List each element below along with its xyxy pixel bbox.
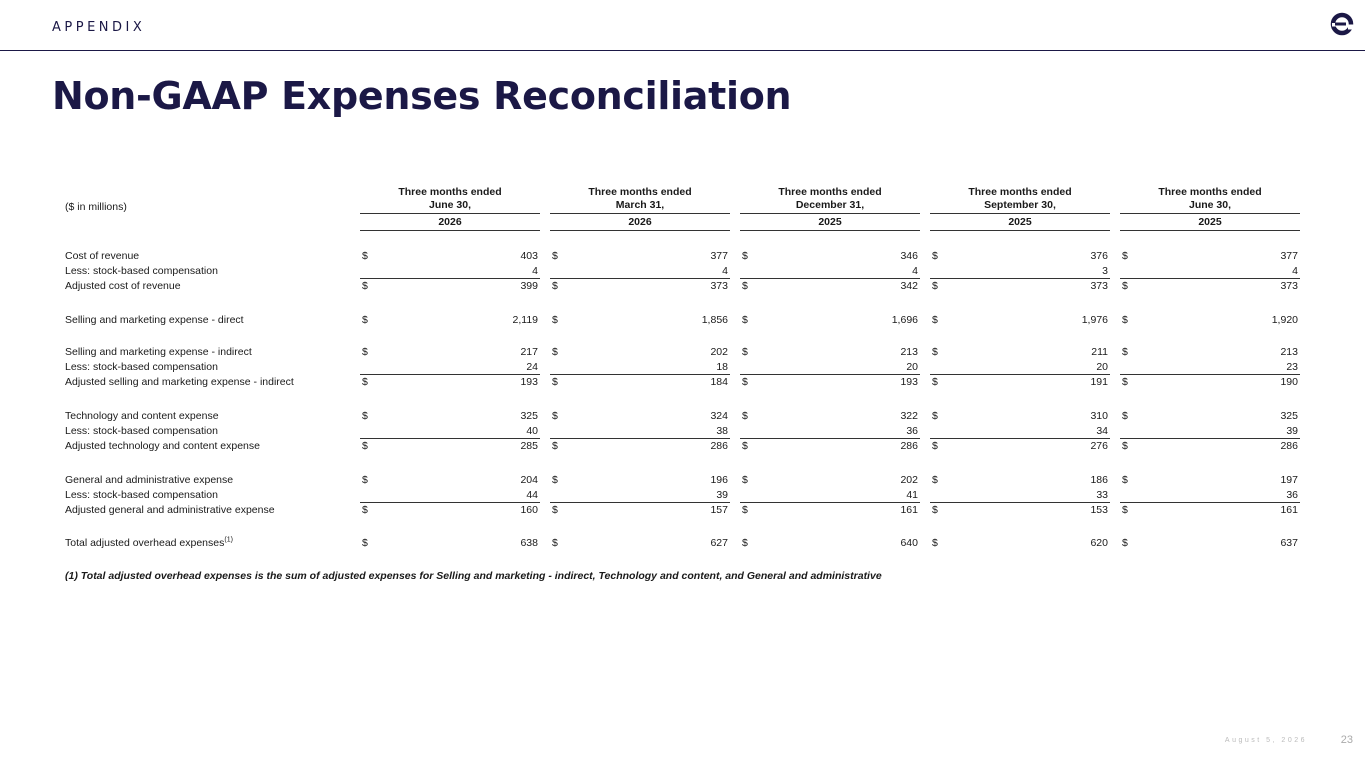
column-header-period: Three months ended xyxy=(1158,186,1262,198)
table-footnote: (1) Total adjusted overhead expenses is the sum of adjusted expenses for Selling and marketing - indirect, Technology and content, and General and administrative xyxy=(65,570,882,582)
row-label-text: Adjusted technology and content expense xyxy=(65,440,260,452)
table-row xyxy=(65,503,1300,518)
table-cell xyxy=(550,424,730,439)
currency-symbol: $ xyxy=(932,504,938,516)
table-cell xyxy=(1120,536,1300,551)
currency-symbol: $ xyxy=(1122,250,1128,262)
table-cell xyxy=(360,279,540,294)
row-label-text: Less: stock-based compensation xyxy=(65,265,218,277)
table-row xyxy=(65,313,1300,328)
currency-symbol: $ xyxy=(362,280,368,292)
row-label xyxy=(65,488,218,503)
row-label xyxy=(65,536,233,551)
cell-value: 640 xyxy=(900,537,918,549)
table-cell xyxy=(360,249,540,264)
column-header-date: December 31, xyxy=(795,199,865,211)
table-cell xyxy=(1120,375,1300,390)
table-cell xyxy=(740,313,920,328)
row-label xyxy=(65,264,218,279)
table-cell xyxy=(1120,313,1300,328)
row-label-text: General and administrative expense xyxy=(65,474,234,486)
row-label-text: Less: stock-based compensation xyxy=(65,489,218,501)
currency-symbol: $ xyxy=(552,280,558,292)
currency-symbol: $ xyxy=(742,504,748,516)
table-cell xyxy=(930,536,1110,551)
table-cell xyxy=(1120,279,1300,294)
currency-symbol: $ xyxy=(552,314,558,326)
table-cell xyxy=(740,488,920,503)
currency-symbol: $ xyxy=(362,474,368,486)
cell-value: 1,976 xyxy=(1081,314,1108,326)
cell-value: 33 xyxy=(1096,489,1108,501)
table-cell xyxy=(930,473,1110,488)
column-header-date: March 31, xyxy=(615,199,665,211)
cell-value: 342 xyxy=(900,280,918,292)
table-row xyxy=(65,345,1300,360)
table-row xyxy=(65,424,1300,439)
section-label: APPENDIX xyxy=(52,20,146,35)
table-row xyxy=(65,279,1300,294)
cell-value: 193 xyxy=(520,376,538,388)
cell-value: 403 xyxy=(520,250,538,262)
currency-symbol: $ xyxy=(742,376,748,388)
table-cell xyxy=(550,473,730,488)
table-cell xyxy=(360,536,540,551)
column-header-date: June 30, xyxy=(428,199,472,211)
table-cell xyxy=(360,503,540,518)
cell-value: 620 xyxy=(1090,537,1108,549)
cell-value: 4 xyxy=(722,265,728,277)
currency-symbol: $ xyxy=(932,250,938,262)
row-label-text: Less: stock-based compensation xyxy=(65,425,218,437)
row-label xyxy=(65,345,252,360)
cell-value: 39 xyxy=(1286,425,1298,437)
table-cell xyxy=(930,375,1110,390)
table-cell xyxy=(550,503,730,518)
units-label: ($ in millions) xyxy=(65,201,127,213)
row-label-text: Selling and marketing expense - indirect xyxy=(65,346,252,358)
table-row xyxy=(65,249,1300,264)
row-label xyxy=(65,375,294,390)
header-divider xyxy=(0,50,1365,51)
cell-value: 1,696 xyxy=(891,314,918,326)
currency-symbol: $ xyxy=(742,250,748,262)
table-cell xyxy=(550,488,730,503)
table-cell xyxy=(930,360,1110,375)
table-cell xyxy=(930,503,1110,518)
table-cell xyxy=(360,424,540,439)
cell-value: 41 xyxy=(906,489,918,501)
currency-symbol: $ xyxy=(932,474,938,486)
column-year: 2025 xyxy=(1120,215,1300,231)
cell-value: 638 xyxy=(520,537,538,549)
column-header-period: Three months ended xyxy=(588,186,692,198)
cell-value: 202 xyxy=(710,346,728,358)
cell-value: 36 xyxy=(1286,489,1298,501)
table-cell xyxy=(1120,439,1300,454)
table-cell xyxy=(740,279,920,294)
column-header-period: Three months ended xyxy=(398,186,502,198)
cell-value: 346 xyxy=(900,250,918,262)
cell-value: 191 xyxy=(1090,376,1108,388)
currency-symbol: $ xyxy=(742,280,748,292)
footer-date: August 5, 2026 xyxy=(1224,737,1307,744)
cell-value: 184 xyxy=(710,376,728,388)
cell-value: 161 xyxy=(1280,504,1298,516)
column-year: 2025 xyxy=(930,215,1110,231)
table-row xyxy=(65,375,1300,390)
cell-value: 161 xyxy=(900,504,918,516)
footnote-ref: (1) xyxy=(224,536,233,544)
column-header xyxy=(360,186,540,214)
column-year: 2026 xyxy=(550,215,730,231)
table-cell xyxy=(360,473,540,488)
currency-symbol: $ xyxy=(1122,346,1128,358)
cell-value: 2,119 xyxy=(512,314,538,326)
currency-symbol: $ xyxy=(742,410,748,422)
currency-symbol: $ xyxy=(362,250,368,262)
table-cell xyxy=(740,375,920,390)
currency-symbol: $ xyxy=(932,410,938,422)
table-cell xyxy=(930,264,1110,279)
table-cell xyxy=(550,360,730,375)
currency-symbol: $ xyxy=(932,314,938,326)
table-row xyxy=(65,360,1300,375)
table-cell xyxy=(360,375,540,390)
table-cell xyxy=(1120,360,1300,375)
currency-symbol: $ xyxy=(552,376,558,388)
cell-value: 36 xyxy=(906,425,918,437)
table-cell xyxy=(930,424,1110,439)
currency-symbol: $ xyxy=(552,537,558,549)
table-row xyxy=(65,488,1300,503)
cell-value: 213 xyxy=(900,346,918,358)
column-header xyxy=(1120,186,1300,214)
cell-value: 157 xyxy=(710,504,728,516)
cell-value: 4 xyxy=(912,265,918,277)
table-cell xyxy=(1120,249,1300,264)
row-label-text: Cost of revenue xyxy=(65,250,140,262)
currency-symbol: $ xyxy=(932,346,938,358)
table-cell xyxy=(930,249,1110,264)
currency-symbol: $ xyxy=(1122,280,1128,292)
table-row xyxy=(65,409,1300,424)
cell-value: 1,920 xyxy=(1271,314,1298,326)
column-header-date: September 30, xyxy=(984,199,1056,211)
table-cell xyxy=(360,409,540,424)
currency-symbol: $ xyxy=(932,537,938,549)
cell-value: 202 xyxy=(900,474,918,486)
table-cell xyxy=(930,439,1110,454)
cell-value: 373 xyxy=(1090,280,1108,292)
table-cell xyxy=(550,313,730,328)
column-header-period: Three months ended xyxy=(968,186,1072,198)
table-cell xyxy=(930,313,1110,328)
table-cell xyxy=(1120,503,1300,518)
cell-value: 20 xyxy=(906,361,918,373)
row-label xyxy=(65,279,181,294)
currency-symbol: $ xyxy=(362,410,368,422)
row-label-text: Adjusted selling and marketing expense - indirect xyxy=(65,376,294,388)
currency-symbol: $ xyxy=(742,440,748,452)
currency-symbol: $ xyxy=(1122,440,1128,452)
currency-symbol: $ xyxy=(552,410,558,422)
row-label xyxy=(65,424,218,439)
cell-value: 160 xyxy=(520,504,538,516)
cell-value: 40 xyxy=(526,425,538,437)
cell-value: 18 xyxy=(716,361,728,373)
table-cell xyxy=(550,264,730,279)
currency-symbol: $ xyxy=(1122,474,1128,486)
table-cell xyxy=(550,249,730,264)
page-number: 23 xyxy=(1340,734,1353,746)
table-cell xyxy=(740,503,920,518)
currency-symbol: $ xyxy=(1122,537,1128,549)
currency-symbol: $ xyxy=(552,250,558,262)
cell-value: 399 xyxy=(520,280,538,292)
cell-value: 34 xyxy=(1096,425,1108,437)
cell-value: 322 xyxy=(900,410,918,422)
table-cell xyxy=(360,264,540,279)
currency-symbol: $ xyxy=(362,346,368,358)
cell-value: 20 xyxy=(1096,361,1108,373)
cell-value: 373 xyxy=(1280,280,1298,292)
currency-symbol: $ xyxy=(552,474,558,486)
currency-symbol: $ xyxy=(1122,504,1128,516)
currency-symbol: $ xyxy=(742,314,748,326)
cell-value: 627 xyxy=(710,537,728,549)
table-cell xyxy=(1120,424,1300,439)
table-cell xyxy=(740,345,920,360)
table-cell xyxy=(740,536,920,551)
cell-value: 376 xyxy=(1090,250,1108,262)
cell-value: 211 xyxy=(1091,346,1108,358)
cell-value: 324 xyxy=(710,410,728,422)
table-cell xyxy=(930,409,1110,424)
currency-symbol: $ xyxy=(932,376,938,388)
row-label-text: Less: stock-based compensation xyxy=(65,361,218,373)
table-cell xyxy=(1120,345,1300,360)
cell-value: 153 xyxy=(1090,504,1108,516)
currency-symbol: $ xyxy=(362,314,368,326)
cell-value: 190 xyxy=(1280,376,1298,388)
currency-symbol: $ xyxy=(932,440,938,452)
table-cell xyxy=(360,360,540,375)
table-cell xyxy=(1120,409,1300,424)
table-cell xyxy=(1120,264,1300,279)
row-label-text: Total adjusted overhead expenses xyxy=(65,537,225,549)
cell-value: 24 xyxy=(526,361,538,373)
cell-value: 193 xyxy=(900,376,918,388)
table-cell xyxy=(360,345,540,360)
currency-symbol: $ xyxy=(1122,314,1128,326)
cell-value: 377 xyxy=(1280,250,1298,262)
column-header-period: Three months ended xyxy=(778,186,882,198)
currency-symbol: $ xyxy=(1122,376,1128,388)
cell-value: 637 xyxy=(1280,537,1298,549)
row-label xyxy=(65,503,275,518)
table-cell xyxy=(930,345,1110,360)
table-cell xyxy=(360,488,540,503)
table-cell xyxy=(1120,488,1300,503)
table-cell xyxy=(930,279,1110,294)
currency-symbol: $ xyxy=(742,537,748,549)
cell-value: 286 xyxy=(710,440,728,452)
currency-symbol: $ xyxy=(552,346,558,358)
row-label-text: Adjusted cost of revenue xyxy=(65,280,181,292)
table-cell xyxy=(930,488,1110,503)
currency-symbol: $ xyxy=(362,376,368,388)
table-row xyxy=(65,439,1300,454)
row-label-text: Technology and content expense xyxy=(65,410,219,422)
table-cell xyxy=(1120,473,1300,488)
table-cell xyxy=(740,409,920,424)
table-cell xyxy=(740,264,920,279)
currency-symbol: $ xyxy=(742,346,748,358)
cell-value: 286 xyxy=(900,440,918,452)
table-cell xyxy=(740,249,920,264)
table-cell xyxy=(740,360,920,375)
currency-symbol: $ xyxy=(932,280,938,292)
cell-value: 44 xyxy=(526,489,538,501)
row-label-text: Selling and marketing expense - direct xyxy=(65,314,244,326)
table-cell xyxy=(550,439,730,454)
table-cell xyxy=(360,439,540,454)
column-header xyxy=(930,186,1110,214)
table-cell xyxy=(550,345,730,360)
table-row xyxy=(65,264,1300,279)
cell-value: 204 xyxy=(520,474,538,486)
cell-value: 196 xyxy=(710,474,728,486)
cell-value: 325 xyxy=(520,410,538,422)
cell-value: 39 xyxy=(716,489,728,501)
cell-value: 1,856 xyxy=(701,314,728,326)
cell-value: 4 xyxy=(1292,265,1298,277)
currency-symbol: $ xyxy=(362,504,368,516)
cell-value: 325 xyxy=(1280,410,1298,422)
table-row xyxy=(65,473,1300,488)
currency-symbol: $ xyxy=(1122,410,1128,422)
table-cell xyxy=(550,409,730,424)
cell-value: 186 xyxy=(1090,474,1108,486)
table-cell xyxy=(550,375,730,390)
column-year: 2026 xyxy=(360,215,540,231)
row-label xyxy=(65,439,260,454)
table-cell xyxy=(550,536,730,551)
cell-value: 3 xyxy=(1102,265,1108,277)
cell-value: 377 xyxy=(710,250,728,262)
row-label xyxy=(65,249,139,264)
cell-value: 38 xyxy=(716,425,728,437)
cell-value: 286 xyxy=(1280,440,1298,452)
row-label xyxy=(65,409,219,424)
column-header xyxy=(740,186,920,214)
table-cell xyxy=(740,473,920,488)
cell-value: 4 xyxy=(532,265,538,277)
cell-value: 285 xyxy=(520,440,538,452)
page-title: Non-GAAP Expenses Reconciliation xyxy=(52,74,792,118)
cell-value: 276 xyxy=(1090,440,1108,452)
row-label xyxy=(65,473,233,488)
cell-value: 197 xyxy=(1280,474,1298,486)
company-logo-icon xyxy=(1330,12,1354,36)
cell-value: 373 xyxy=(710,280,728,292)
table-row xyxy=(65,536,1300,551)
column-header-date: June 30, xyxy=(1188,199,1232,211)
cell-value: 217 xyxy=(520,346,538,358)
row-label-text: Adjusted general and administrative expense xyxy=(65,504,275,516)
column-year: 2025 xyxy=(740,215,920,231)
cell-value: 213 xyxy=(1280,346,1298,358)
currency-symbol: $ xyxy=(742,474,748,486)
currency-symbol: $ xyxy=(362,537,368,549)
table-cell xyxy=(550,279,730,294)
table-cell xyxy=(360,313,540,328)
row-label xyxy=(65,313,244,328)
currency-symbol: $ xyxy=(552,504,558,516)
table-cell xyxy=(740,424,920,439)
cell-value: 310 xyxy=(1090,410,1108,422)
currency-symbol: $ xyxy=(552,440,558,452)
column-header xyxy=(550,186,730,214)
cell-value: 23 xyxy=(1286,361,1298,373)
table-cell xyxy=(740,439,920,454)
currency-symbol: $ xyxy=(362,440,368,452)
row-label xyxy=(65,360,218,375)
